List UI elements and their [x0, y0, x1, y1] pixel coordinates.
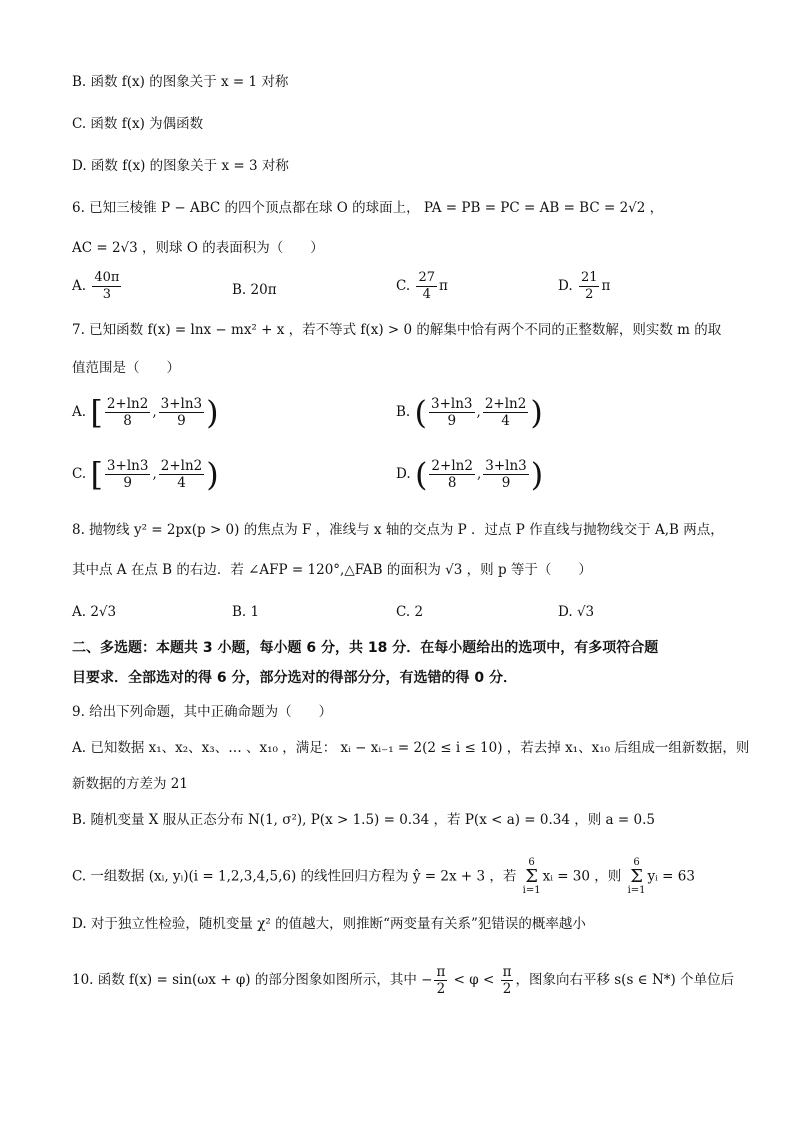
interval-bracket: ): [530, 393, 543, 432]
q9-option-a-line1: A. 已知数据 x₁、x₂、x₃、… 、x₁₀ ，满足： xᵢ − xᵢ₋₁ = 2(2 ≤ i ≤ 10) ，若去掉 x₁、x₁₀ 后组成一组新数据，则: [72, 740, 750, 756]
option-value: 2: [414, 604, 424, 620]
q6-option-c: [396, 270, 448, 303]
q9-option-a-line2: 新数据的方差为 21: [72, 776, 188, 792]
interval-bracket: (: [414, 393, 427, 432]
q7-option-a: A. [ $\frac{2+\ln 2}{8}$ , $\frac{3+\ln 3}{9}$ ): [72, 393, 219, 432]
fraction: $\frac{2+\ln 2}{8}$: [106, 396, 149, 429]
q10-text-pre: 10. 函数 f(x) = sin(ωx + φ) 的部分图象如图所示，其中 −: [72, 972, 433, 988]
option-label: A.: [72, 278, 87, 294]
option-label: B.: [232, 282, 247, 298]
option-value: 1: [250, 604, 260, 620]
option-label: C.: [396, 604, 411, 620]
q5-option-d: D. 函数 f(x) 的图象关于 x = 3 对称: [72, 158, 289, 174]
section-heading-line2: 目要求．全部选对的得 6 分，部分选对的得部分分，有选错的得 0 分．: [72, 670, 517, 686]
q8-option-c: [396, 602, 423, 622]
fraction: $\frac{3+\ln 3}{9}$: [431, 396, 473, 429]
q9-option-b: B. 随机变量 X 服从正态分布 N(1, σ²), P(x > 1.5) = 0.34 ，若 P(x < a) = 0.34 ，则 a = 0.5: [72, 812, 655, 828]
fraction: $\frac{\pi}{2}$: [436, 964, 446, 997]
q7-stem-line1: 7. 已知函数 f(x) = lnx − mx² + x ，若不等式 f(x) > 0 的解集中恰有两个不同的正整数解，则实数 m 的取: [72, 322, 722, 338]
q6-option-d: [558, 270, 610, 303]
sum-x-value: xᵢ = 30: [542, 868, 590, 885]
option-label: C.: [396, 278, 411, 294]
pi-suffix: π: [601, 278, 611, 294]
interval-bracket: (: [414, 455, 428, 494]
fraction: $\frac{2+\ln 2}{4}$: [484, 396, 527, 429]
interval-bracket: [: [90, 455, 103, 494]
interval-bracket: ): [206, 455, 219, 494]
fraction: $\frac{\pi}{2}$: [502, 964, 512, 997]
option-label: A.: [72, 604, 87, 620]
q8-option-b: [232, 602, 259, 622]
q10-text-post: ，图象向右平移 s(s ∈ N*) 个单位后: [515, 972, 735, 988]
interval-bracket: ): [530, 455, 544, 494]
option-label: A.: [72, 404, 87, 420]
q10-stem: [72, 964, 734, 997]
summation-symbol: 6 Σ i=1: [627, 857, 646, 896]
q8-stem-line2: 其中点 A 在点 B 的右边．若 ∠AFP = 120°,△FAB 的面积为 √3 ，则 p 等于（ ）: [72, 562, 592, 578]
option-value: 2√3: [90, 604, 117, 620]
q7-option-b: B. ( $\frac{3+\ln 3}{9}$ , $\frac{2+\ln 2}{4}$ ): [396, 393, 543, 432]
q5-option-c: C. 函数 f(x) 为偶函数: [72, 116, 204, 132]
option-c-text: C. 一组数据 (xᵢ, yᵢ)(i = 1,2,3,4,5,6) 的线性回归方程为 ŷ = 2x + 3 ，若: [72, 868, 517, 885]
fraction: $\frac{3+\ln 3}{9}$: [106, 458, 149, 491]
q7-option-d: D. ( $\frac{2+\ln 2}{8}$ , $\frac{3+\ln 3}{9}$ ): [396, 455, 544, 494]
q9-option-c: [72, 858, 734, 896]
option-c-connector: ，则: [594, 868, 622, 885]
option-label: D.: [558, 604, 573, 620]
q6-option-b: [232, 280, 277, 300]
interval-bracket: [: [90, 393, 103, 432]
option-value: 20π: [250, 282, 277, 298]
fraction: $\frac{2+\ln 2}{8}$: [431, 458, 473, 491]
section-heading-line1: 二、多选题：本题共 3 小题，每小题 6 分，共 18 分．在每小题给出的选项中，有多项符合题: [72, 640, 659, 656]
q10-inequality: < φ <: [453, 972, 495, 988]
q8-option-d: [558, 602, 594, 622]
fraction: $\frac{2+\ln 2}{4}$: [160, 458, 203, 491]
sum-y-value: yᵢ = 63: [647, 868, 695, 885]
option-label: C.: [72, 466, 87, 482]
option-label: D.: [558, 278, 573, 294]
q5-option-b: B. 函数 f(x) 的图象关于 x = 1 对称: [72, 74, 289, 90]
pi-suffix: π: [438, 278, 448, 294]
q9-option-d: D. 对于独立性检验，随机变量 χ² 的值越大，则推断“两变量有关系”犯错误的概率越小: [72, 916, 586, 932]
fraction: $\frac{3+\ln 3}{9}$: [485, 458, 527, 491]
option-label: B.: [396, 404, 411, 420]
q6-stem-line1: 6. 已知三棱锥 P − ABC 的四个顶点都在球 O 的球面上， PA = PB = PC = AB = BC = 2√2 ，: [72, 200, 664, 216]
q7-option-c: C. [ $\frac{3+\ln 3}{9}$ , $\frac{2+\ln 2}{4}$ ): [72, 455, 219, 494]
q9-stem: 9. 给出下列命题，其中正确命题为（ ）: [72, 704, 333, 720]
fraction: $\frac{27}{4}$: [418, 270, 435, 302]
q8-stem-line1: 8. 抛物线 y² = 2px(p > 0) 的焦点为 F ，准线与 x 轴的交点为 P ．过点 P 作直线与抛物线交于 A,B 两点，: [72, 522, 724, 538]
fraction: $\frac{21}{2}$: [580, 270, 598, 302]
q7-stem-line2: 值范围是（ ）: [72, 360, 180, 376]
fraction: $\frac{3+\ln 3}{9}$: [160, 396, 203, 429]
fraction: $\frac{40\pi}{3}$: [94, 270, 120, 302]
q6-stem-line2: AC = 2√3 ，则球 O 的表面积为（ ）: [72, 240, 324, 256]
option-label: B.: [232, 604, 247, 620]
summation-symbol: 6 Σ i=1: [522, 857, 541, 896]
option-value: √3: [576, 604, 595, 620]
option-label: D.: [396, 466, 411, 482]
interval-bracket: ): [206, 393, 219, 432]
q8-option-a: [72, 602, 116, 622]
q6-option-a: [72, 270, 123, 303]
